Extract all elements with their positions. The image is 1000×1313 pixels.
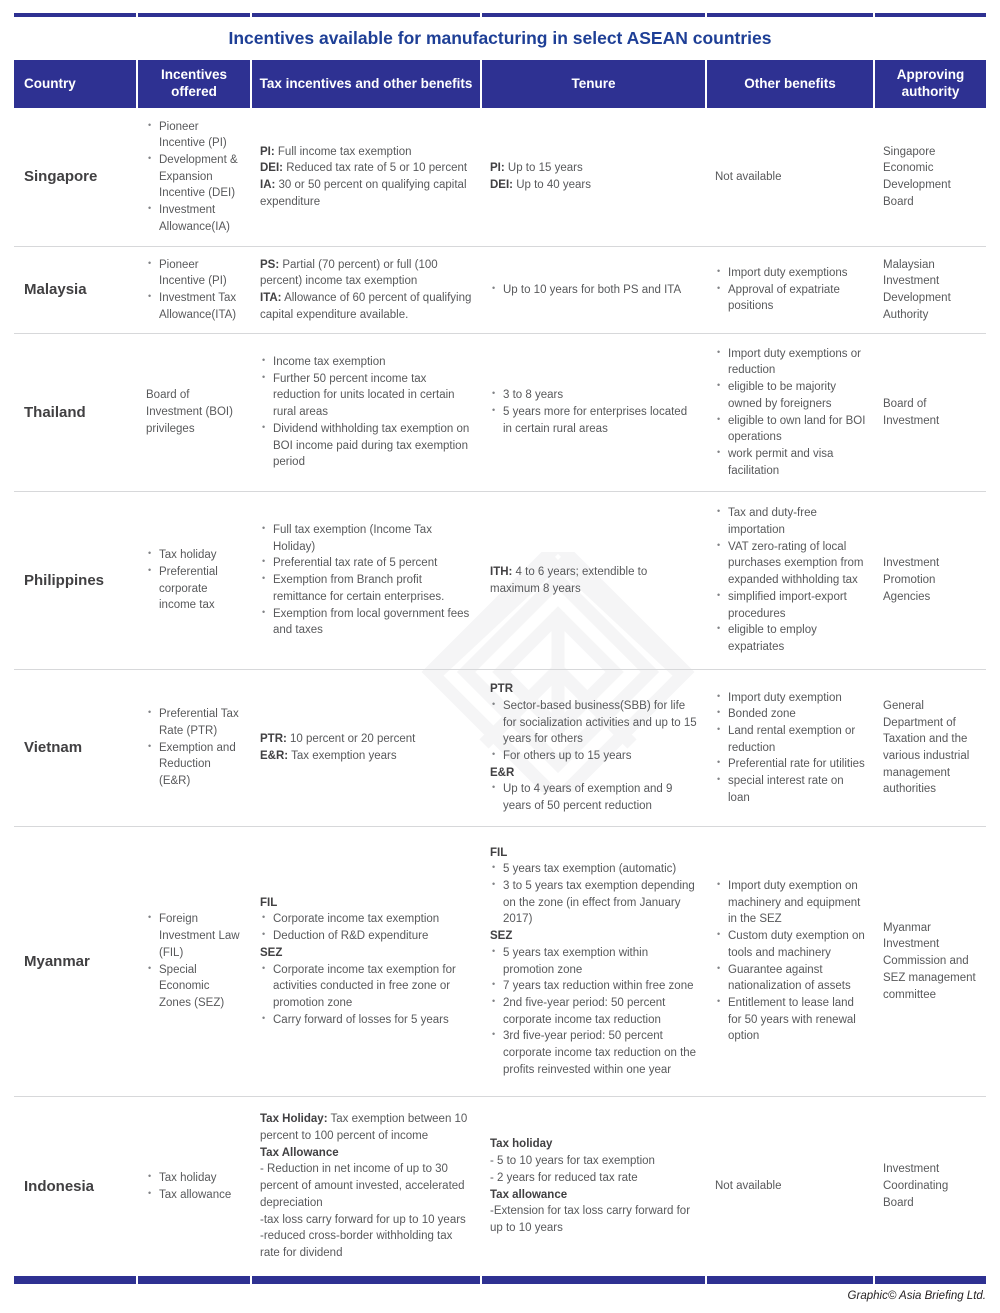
section-heading: Tax holiday xyxy=(490,1138,553,1151)
bullet-list xyxy=(146,911,243,1011)
bullet-item: • Tax holiday xyxy=(146,1170,243,1187)
rule-segment xyxy=(14,1276,138,1284)
bullet-list xyxy=(715,505,866,655)
cell-country xyxy=(14,492,138,669)
bullet-list xyxy=(715,265,866,315)
column-header: Tax incentives and other benefits xyxy=(252,60,482,108)
bullet-item: • Pioneer Incentive (PI) xyxy=(146,257,243,290)
cell-incentives-offered xyxy=(138,1097,252,1276)
bullet-item: • Development & Expansion Incentive (DEI) xyxy=(146,152,243,202)
cell-incentives-offered xyxy=(138,670,252,826)
cell-tenure xyxy=(482,334,707,491)
cell-tenure xyxy=(482,827,707,1096)
bullet-item: • Tax allowance xyxy=(146,1187,243,1204)
bullet-list xyxy=(715,878,866,1045)
bullet-item: • simplified import-export procedures xyxy=(715,589,866,622)
labeled-line: Tax Holiday: Tax exemption between 10 percent to 100 percent of income xyxy=(260,1113,468,1143)
bullet-item: • Custom duty exemption on tools and machinery xyxy=(715,928,866,961)
incentives-table xyxy=(14,60,986,1284)
rule-segment xyxy=(707,13,875,17)
rule-segment xyxy=(875,1276,986,1284)
bullet-item: • 2nd five-year period: 50 percent corporate income tax reduction xyxy=(490,995,698,1028)
text-line: Malaysian Investment Development Authority xyxy=(883,258,951,321)
labeled-line: PI: Full income tax exemption xyxy=(260,145,412,158)
bullet-item: • work permit and visa facilitation xyxy=(715,446,866,479)
rule-segment xyxy=(14,13,138,17)
section-heading: SEZ xyxy=(260,946,283,959)
bullet-item: • Foreign Investment Law (FIL) xyxy=(146,911,243,961)
bottom-rule xyxy=(14,1276,986,1284)
bullet-list xyxy=(260,522,473,639)
cell-other-benefits xyxy=(707,492,875,669)
rule-segment xyxy=(482,13,707,17)
text-line: Board of Investment (BOI) privileges xyxy=(146,389,233,435)
table-header xyxy=(14,60,986,108)
bullet-item: • Dividend withholding tax exemption on BOI income paid during tax exemption period xyxy=(260,421,473,471)
section-heading: Tax allowance xyxy=(490,1188,568,1201)
section-heading: SEZ xyxy=(490,930,513,943)
text-line: Singapore xyxy=(24,168,98,186)
cell-tax-incentives xyxy=(252,247,482,333)
bullet-list xyxy=(146,547,243,614)
text-line: Vietnam xyxy=(24,739,83,757)
bullet-item: • Preferential corporate income tax xyxy=(146,564,243,614)
labeled-line: E&R: Tax exemption years xyxy=(260,750,397,762)
bullet-item: • Further 50 percent income tax reduction for units located in certain rural areas xyxy=(260,371,473,421)
bullet-item: • Exemption and Reduction (E&R) xyxy=(146,740,243,790)
bullet-list xyxy=(146,119,243,236)
credit-line: Graphic© Asia Briefing Ltd. xyxy=(847,1290,986,1302)
bullet-list xyxy=(490,698,698,765)
column-header: Tenure xyxy=(482,60,707,108)
text-line: Singapore Economic Development Board xyxy=(883,145,951,208)
text-line: -reduced cross-border withholding tax rate for dividend xyxy=(260,1230,453,1259)
bullet-item: • Approval of expatriate positions xyxy=(715,282,866,315)
rule-segment xyxy=(482,1276,707,1284)
bullet-item: • Preferential rate for utilities xyxy=(715,756,866,773)
labeled-line: PS: Partial (70 percent) or full (100 percent) income tax exemption xyxy=(260,258,438,288)
section-heading: E&R xyxy=(490,766,515,779)
text-line: Investment Coordinating Board xyxy=(883,1163,949,1209)
bullet-list xyxy=(146,257,243,324)
cell-country xyxy=(14,827,138,1096)
bullet-item: • 7 years tax reduction within free zone xyxy=(490,978,698,995)
cell-other-benefits xyxy=(707,108,875,246)
rule-segment xyxy=(138,13,252,17)
section-heading: PTR xyxy=(490,683,513,696)
table-row xyxy=(14,1096,986,1276)
bullet-item: • For others up to 15 years xyxy=(490,748,698,765)
bullet-list xyxy=(715,690,866,807)
text-line: Thailand xyxy=(24,403,86,421)
bullet-list xyxy=(490,282,698,299)
bullet-item: • Deduction of R&D expenditure xyxy=(260,928,473,945)
bullet-item: • VAT zero-rating of local purchases exemption from expanded withholding tax xyxy=(715,539,866,589)
bullet-item: • 3 to 5 years tax exemption depending on the zone (in effect from January 2017) xyxy=(490,878,698,928)
text-line: Not available xyxy=(715,1180,782,1193)
bullet-item: • Pioneer Incentive (PI) xyxy=(146,119,243,152)
bullet-list xyxy=(715,346,866,479)
bullet-item: • 5 years more for enterprises located in certain rural areas xyxy=(490,404,698,437)
text-line: Investment Promotion Agencies xyxy=(883,557,940,603)
bullet-item: • eligible to own land for BOI operations xyxy=(715,413,866,446)
bullet-item: • Import duty exemptions xyxy=(715,265,866,282)
table-row xyxy=(14,333,986,491)
cell-other-benefits xyxy=(707,334,875,491)
bullet-item: • Investment Allowance(IA) xyxy=(146,202,243,235)
cell-approving-authority xyxy=(875,334,986,491)
bullet-item: • eligible to employ expatriates xyxy=(715,622,866,655)
rule-segment xyxy=(707,1276,875,1284)
table-row xyxy=(14,108,986,246)
labeled-line: PTR: 10 percent or 20 percent xyxy=(260,733,416,746)
cell-approving-authority xyxy=(875,1097,986,1276)
cell-other-benefits xyxy=(707,670,875,826)
bullet-item: • Special Economic Zones (SEZ) xyxy=(146,962,243,1012)
text-line: Board of Investment xyxy=(883,397,940,427)
bullet-item: • Up to 4 years of exemption and 9 years of 50 percent reduction xyxy=(490,781,698,814)
cell-approving-authority xyxy=(875,827,986,1096)
bullet-item: • Import duty exemption xyxy=(715,690,866,707)
labeled-line: IA: 30 or 50 percent on qualifying capital expenditure xyxy=(260,179,467,208)
bullet-list xyxy=(490,387,698,437)
rule-segment xyxy=(252,1276,482,1284)
cell-incentives-offered xyxy=(138,827,252,1096)
cell-tenure xyxy=(482,247,707,333)
text-line: - 2 years for reduced tax rate xyxy=(490,1171,638,1184)
table-body xyxy=(14,108,986,1276)
bullet-item: • Exemption from Branch profit remittance for certain enterprises. xyxy=(260,572,473,605)
cell-incentives-offered xyxy=(138,247,252,333)
table-row xyxy=(14,826,986,1096)
bullet-item: • Up to 10 years for both PS and ITA xyxy=(490,282,698,299)
bullet-item: • 3 to 8 years xyxy=(490,387,698,404)
cell-tenure xyxy=(482,108,707,246)
bullet-item: • Corporate income tax exemption for activities conducted in free zone or promotion zone xyxy=(260,962,473,1012)
chart-title: Incentives available for manufacturing in select ASEAN countries xyxy=(228,28,772,48)
section-heading: FIL xyxy=(260,896,278,909)
column-header: Country xyxy=(14,60,138,108)
cell-tax-incentives xyxy=(252,492,482,669)
text-line: Indonesia xyxy=(24,1177,95,1195)
bullet-list xyxy=(490,861,698,928)
bullet-list xyxy=(260,911,473,944)
cell-incentives-offered xyxy=(138,492,252,669)
bullet-item: • Import duty exemptions or reduction xyxy=(715,346,866,379)
bullet-item: • Guarantee against nationalization of assets xyxy=(715,962,866,995)
labeled-line: PI: Up to 15 years xyxy=(490,162,583,175)
bullet-item: • Investment Tax Allowance(ITA) xyxy=(146,290,243,323)
rule-segment xyxy=(252,13,482,17)
bullet-item: • Corporate income tax exemption xyxy=(260,911,473,928)
cell-tax-incentives xyxy=(252,108,482,246)
text-line: Malaysia xyxy=(24,281,87,299)
cell-other-benefits xyxy=(707,827,875,1096)
column-header: Incentives offered xyxy=(138,60,252,108)
rule-segment xyxy=(875,13,986,17)
bullet-item: • 5 years tax exemption (automatic) xyxy=(490,861,698,878)
cell-incentives-offered xyxy=(138,334,252,491)
bullet-list xyxy=(146,706,243,789)
section-heading: Tax Allowance xyxy=(260,1146,339,1159)
table-row xyxy=(14,669,986,826)
table-row xyxy=(14,246,986,333)
column-header: Other benefits xyxy=(707,60,875,108)
bullet-list xyxy=(260,962,473,1029)
cell-country xyxy=(14,670,138,826)
section-heading: FIL xyxy=(490,846,508,859)
bullet-item: • Carry forward of losses for 5 years xyxy=(260,1012,473,1029)
text-line: Philippines xyxy=(24,571,105,589)
text-line: Myanmar xyxy=(24,952,90,970)
bullet-item: • Preferential Tax Rate (PTR) xyxy=(146,706,243,739)
text-line: -tax loss carry forward for up to 10 years xyxy=(260,1213,466,1226)
bullet-list xyxy=(260,354,473,471)
cell-tenure xyxy=(482,670,707,826)
text-line: - Reduction in net income of up to 30 percent of amount invested, accelerated depreciation xyxy=(260,1163,465,1209)
bullet-item: • special interest rate on loan xyxy=(715,773,866,806)
bullet-item: • Bonded zone xyxy=(715,706,866,723)
bullet-list xyxy=(146,1170,243,1203)
cell-country xyxy=(14,334,138,491)
cell-country xyxy=(14,247,138,333)
text-line: -Extension for tax loss carry forward for up to 10 years xyxy=(490,1205,691,1234)
cell-tax-incentives xyxy=(252,1097,482,1276)
cell-tenure xyxy=(482,1097,707,1276)
cell-incentives-offered xyxy=(138,108,252,246)
labeled-line: DEI: Reduced tax rate of 5 or 10 percent xyxy=(260,162,468,175)
cell-tax-incentives xyxy=(252,827,482,1096)
cell-tenure xyxy=(482,492,707,669)
bullet-item: • eligible to be majority owned by foreigners xyxy=(715,379,866,412)
bullet-item: • Tax holiday xyxy=(146,547,243,564)
bullet-list xyxy=(490,781,698,814)
labeled-line: ITH: 4 to 6 years; extendible to maximum 8 years xyxy=(490,565,648,595)
cell-other-benefits xyxy=(707,1097,875,1276)
bullet-item: • Exemption from local government fees and taxes xyxy=(260,606,473,639)
cell-country xyxy=(14,108,138,246)
cell-approving-authority xyxy=(875,492,986,669)
cell-country xyxy=(14,1097,138,1276)
text-line: Not available xyxy=(715,170,782,183)
bullet-item: • Sector-based business(SBB) for life for socialization activities and up to 15 years for others xyxy=(490,698,698,748)
bullet-item: • 5 years tax exemption within promotion zone xyxy=(490,945,698,978)
cell-approving-authority xyxy=(875,247,986,333)
bullet-item: • Full tax exemption (Income Tax Holiday) xyxy=(260,522,473,555)
labeled-line: ITA: Allowance of 60 percent of qualifying capital expenditure available. xyxy=(260,292,472,321)
text-line: General Department of Taxation and the various industrial management authorities xyxy=(883,699,970,796)
cell-approving-authority xyxy=(875,108,986,246)
bullet-item: • 3rd five-year period: 50 percent corporate income tax reduction on the profits reinvested within one year xyxy=(490,1028,698,1078)
rule-segment xyxy=(138,1276,252,1284)
cell-other-benefits xyxy=(707,247,875,333)
bullet-item: • Import duty exemption on machinery and equipment in the SEZ xyxy=(715,878,866,928)
text-line: - 5 to 10 years for tax exemption xyxy=(490,1155,655,1168)
bullet-item: • Entitlement to lease land for 50 years with renewal option xyxy=(715,995,866,1045)
cell-tax-incentives xyxy=(252,670,482,826)
bullet-item: • Tax and duty-free importation xyxy=(715,505,866,538)
column-header: Approving authority xyxy=(875,60,986,108)
text-line: Myanmar Investment Commission and SEZ management committee xyxy=(883,921,976,1001)
labeled-line: DEI: Up to 40 years xyxy=(490,179,591,191)
bullet-item: • Preferential tax rate of 5 percent xyxy=(260,555,473,572)
table-row xyxy=(14,491,986,669)
bullet-item: • Income tax exemption xyxy=(260,354,473,371)
cell-tax-incentives xyxy=(252,334,482,491)
top-rule xyxy=(14,13,986,17)
cell-approving-authority xyxy=(875,670,986,826)
bullet-item: • Land rental exemption or reduction xyxy=(715,723,866,756)
bullet-list xyxy=(490,945,698,1078)
